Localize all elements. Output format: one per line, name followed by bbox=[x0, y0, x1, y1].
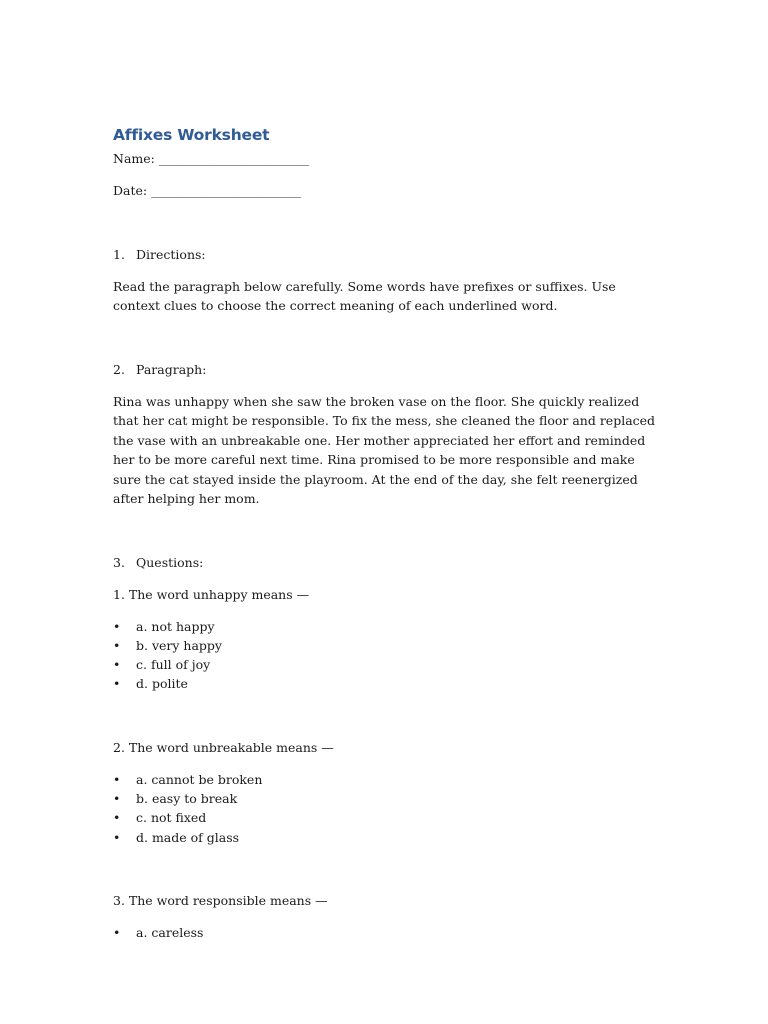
bullet-icon: • bbox=[113, 771, 121, 787]
directions-heading-label: Directions: bbox=[136, 246, 206, 262]
option-label: b. easy to break bbox=[136, 791, 238, 807]
bullet-icon: • bbox=[113, 657, 121, 673]
option-label: a. not happy bbox=[136, 618, 215, 634]
option-item bbox=[113, 674, 658, 693]
question-2 bbox=[113, 738, 658, 847]
worksheet-page bbox=[113, 123, 658, 942]
option-item bbox=[113, 789, 658, 808]
question-stem: 1. The word unhappy means — bbox=[113, 586, 310, 602]
question-stem: 2. The word unbreakable means — bbox=[113, 740, 334, 755]
paragraph-number: 2. bbox=[113, 362, 125, 378]
questions-heading-label: Questions: bbox=[136, 554, 204, 570]
option-item bbox=[113, 617, 658, 636]
bullet-icon: • bbox=[113, 637, 121, 653]
option-label: a. cannot be broken bbox=[136, 771, 263, 787]
story-paragraph: Rina was unhappy when she saw the broken vase on the floor. She quickly realized that her cat might be responsible. To fix the mess, she cleaned the floor and replaced the vase with an unbreakable one. Her mother appreciated her effort and reminded her to be more careful next time. Rina promised to be more responsible and make sure the cat stayed inside the playroom. At the end of the day, she felt reenergized after helping her mom. bbox=[113, 393, 656, 506]
option-list bbox=[113, 770, 658, 847]
question-stem: 3. The word responsible means — bbox=[113, 893, 328, 909]
option-item bbox=[113, 655, 658, 674]
bullet-icon: • bbox=[113, 791, 121, 807]
paragraph-heading-label: Paragraph: bbox=[136, 362, 207, 378]
option-item bbox=[113, 770, 658, 789]
date-field-line: Date: ________________________ bbox=[113, 182, 302, 198]
option-label: d. polite bbox=[136, 676, 188, 692]
option-item bbox=[113, 636, 658, 655]
worksheet-title: Affixes Worksheet bbox=[113, 126, 270, 144]
option-item bbox=[113, 828, 658, 847]
bullet-icon: • bbox=[113, 829, 121, 845]
option-list bbox=[113, 923, 658, 942]
directions-heading bbox=[113, 245, 658, 264]
bullet-icon: • bbox=[113, 810, 121, 826]
option-label: c. not fixed bbox=[136, 810, 207, 826]
questions-number: 3. bbox=[113, 554, 125, 570]
directions-text: Read the paragraph below carefully. Some words have prefixes or suffixes. Use context clues to choose the correct meaning of each underlined word. bbox=[113, 278, 616, 314]
bullet-icon: • bbox=[113, 925, 121, 941]
option-list bbox=[113, 617, 658, 694]
option-label: c. full of joy bbox=[136, 657, 211, 673]
paragraph-heading bbox=[113, 360, 658, 379]
bullet-icon: • bbox=[113, 676, 121, 692]
option-item bbox=[113, 808, 658, 827]
option-item bbox=[113, 923, 658, 942]
question-1 bbox=[113, 585, 658, 694]
option-label: a. careless bbox=[136, 925, 204, 941]
question-3 bbox=[113, 891, 658, 942]
name-field-line: Name: ________________________ bbox=[113, 151, 309, 166]
questions-heading bbox=[113, 553, 658, 572]
option-label: b. very happy bbox=[136, 637, 222, 653]
directions-number: 1. bbox=[113, 246, 125, 262]
option-label: d. made of glass bbox=[136, 829, 240, 845]
bullet-icon: • bbox=[113, 618, 121, 634]
